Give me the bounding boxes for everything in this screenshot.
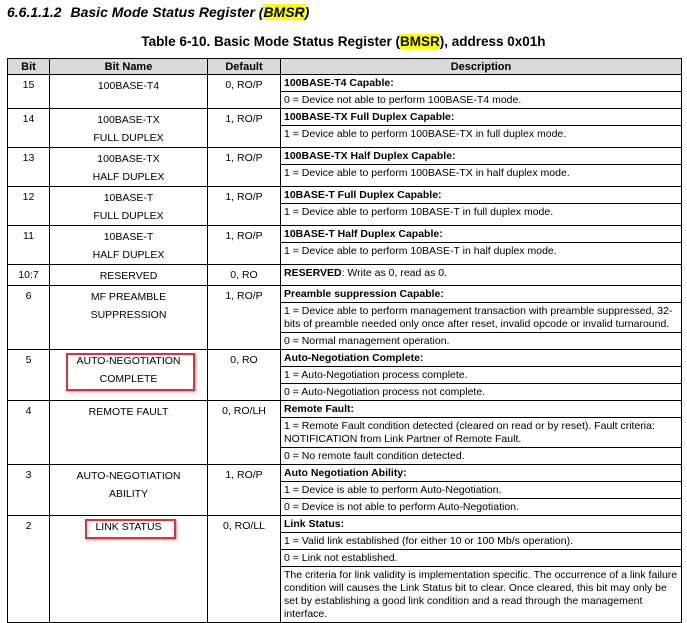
table-row (8, 350, 682, 401)
bit-cell: 3 (8, 465, 50, 516)
bit-name-cell (50, 401, 208, 465)
table-row (8, 75, 682, 109)
description-title: Auto-Negotiation Complete: (284, 352, 424, 364)
bit-name-text: 100BASE-TX (97, 114, 160, 126)
bit-cell: 12 (8, 187, 50, 226)
description-line (281, 126, 681, 142)
description-text: 1 = Device able to perform 100BASE-TX in full duplex mode. (284, 128, 567, 140)
default-cell: 0, RO/LL (208, 516, 281, 623)
description-line (281, 465, 681, 482)
description-cell (281, 148, 682, 187)
description-line (281, 482, 681, 499)
bit-name-cell (50, 516, 208, 623)
header-bit: Bit (8, 59, 50, 75)
description-line (281, 367, 681, 384)
table-row (8, 226, 682, 265)
description-title: Auto Negotiation Ability: (284, 467, 407, 479)
table-row (8, 109, 682, 148)
bit-cell: 11 (8, 226, 50, 265)
description-text: 1 = Auto-Negotiation process complete. (284, 369, 468, 381)
bit-name-text: LINK STATUS (95, 521, 162, 533)
highlighted-term: BMSR (400, 34, 440, 49)
description-cell (281, 350, 682, 401)
description-line (281, 401, 681, 418)
bit-name-text: COMPLETE (99, 373, 158, 385)
register-table (7, 58, 682, 623)
description-line (281, 187, 681, 204)
bit-name-text: 10BASE-T (103, 192, 154, 204)
bit-name-cell (50, 187, 208, 226)
description-line (281, 243, 681, 259)
description-text: 0 = Device not able to perform 100BASE-T4 mode. (284, 94, 522, 106)
description-line (281, 567, 681, 622)
description-title: Remote Fault: (284, 403, 355, 415)
table-header-row (8, 59, 682, 75)
section-heading: 6.6.1.1.2 Basic Mode Status Register (BMSR) (7, 4, 310, 20)
bit-name-cell (50, 265, 208, 286)
description-line (281, 533, 681, 550)
bit-name-cell (50, 465, 208, 516)
bit-name-text: MF PREAMBLE (90, 291, 167, 303)
bit-name-text: FULL DUPLEX (93, 132, 164, 144)
description-text: 1 = Device able to perform management transaction with preamble suppressed, 32-bits of preamble needed only once after reset, invalid opcode or invalid turnaround. (284, 305, 673, 330)
bit-cell: 15 (8, 75, 50, 109)
description-line (281, 516, 681, 533)
description-text: 1 = Valid link established (for either 10 or 100 Mb/s operation). (284, 535, 574, 547)
default-cell: 0, RO (208, 265, 281, 286)
bit-name-cell (50, 350, 208, 401)
description-text: 0 = Link not established. (284, 552, 398, 564)
bit-name-text: HALF DUPLEX (92, 171, 165, 183)
description-text: 1 = Remote Fault condition detected (cleared on read or by reset). Fault criteria: NOTIFICATION from Link Partner of Remote Fault. (284, 420, 655, 445)
description-cell (281, 401, 682, 465)
description-text: 1 = Device able to perform 10BASE-T in full duplex mode. (284, 206, 554, 218)
description-text: 1 = Device is able to perform Auto-Negotiation. (284, 484, 502, 496)
table-row (8, 265, 682, 286)
default-cell: 1, RO/P (208, 286, 281, 350)
description-line (281, 418, 681, 448)
description-text: : Write as 0, read as 0. (341, 267, 448, 279)
description-line (281, 109, 681, 126)
default-cell: 0, RO (208, 350, 281, 401)
description-cell (281, 265, 682, 286)
description-line (281, 499, 681, 515)
description-cell (281, 75, 682, 109)
description-cell (281, 109, 682, 148)
table-row (8, 516, 682, 623)
description-cell (281, 187, 682, 226)
bit-name-text: 10BASE-T (103, 231, 154, 243)
description-cell (281, 226, 682, 265)
description-line (281, 148, 681, 165)
description-title: 100BASE-TX Full Duplex Capable: (284, 111, 455, 123)
default-cell: 1, RO/P (208, 148, 281, 187)
default-cell: 1, RO/P (208, 226, 281, 265)
table-row (8, 286, 682, 350)
description-line (281, 448, 681, 464)
table-row (8, 187, 682, 226)
bit-cell: 2 (8, 516, 50, 623)
description-title: Preamble suppression Capable: (284, 288, 444, 300)
header-default: Default (208, 59, 281, 75)
section-number: 6.6.1.1.2 (7, 4, 62, 20)
header-description: Description (281, 59, 682, 75)
bit-cell: 14 (8, 109, 50, 148)
bit-cell: 10:7 (8, 265, 50, 286)
bit-name-text: SUPPRESSION (90, 309, 167, 321)
bit-name-cell (50, 148, 208, 187)
description-title: 10BASE-T Full Duplex Capable: (284, 189, 442, 201)
bit-name-text: 100BASE-T4 (97, 80, 160, 92)
default-cell: 1, RO/P (208, 109, 281, 148)
table-title: Table 6-10. Basic Mode Status Register (BMSR), address 0x01h (141, 34, 546, 49)
default-cell: 0, RO/LH (208, 401, 281, 465)
description-cell (281, 286, 682, 350)
description-line (281, 286, 681, 303)
description-line (281, 350, 681, 367)
bit-name-cell (50, 286, 208, 350)
table-row (8, 465, 682, 516)
description-text: 0 = No remote fault condition detected. (284, 450, 465, 462)
description-line (281, 550, 681, 567)
bit-name-text: 100BASE-TX (97, 153, 160, 165)
bit-name-text: REMOTE FAULT (88, 406, 169, 418)
header-bit-name: Bit Name (50, 59, 208, 75)
description-cell (281, 516, 682, 623)
default-cell: 1, RO/P (208, 465, 281, 516)
description-title: Link Status: (284, 518, 345, 530)
default-cell: 0, RO/P (208, 75, 281, 109)
description-title: RESERVED (284, 267, 342, 279)
description-cell (281, 465, 682, 516)
bit-name-text: FULL DUPLEX (93, 210, 164, 222)
default-cell: 1, RO/P (208, 187, 281, 226)
bit-name-text: HALF DUPLEX (92, 249, 165, 261)
bit-name-text: RESERVED (99, 270, 158, 282)
description-title: 10BASE-T Half Duplex Capable: (284, 228, 443, 240)
table-row (8, 401, 682, 465)
highlighted-term: BMSR (263, 4, 305, 20)
description-line (281, 333, 681, 349)
bit-cell: 6 (8, 286, 50, 350)
bit-name-text: AUTO-NEGOTIATION (76, 355, 181, 367)
description-title: 100BASE-T4 Capable: (284, 77, 394, 89)
description-line (281, 75, 681, 92)
bit-name-text: ABILITY (108, 488, 149, 500)
description-line (281, 384, 681, 400)
bit-name-cell (50, 75, 208, 109)
description-text: 0 = Device is not able to perform Auto-Negotiation. (284, 501, 519, 513)
bit-name-cell (50, 109, 208, 148)
description-line (281, 226, 681, 243)
description-text: 0 = Auto-Negotiation process not complete. (284, 386, 486, 398)
description-line (281, 204, 681, 220)
description-text: 1 = Device able to perform 10BASE-T in half duplex mode. (284, 245, 557, 257)
description-text: 0 = Normal management operation. (284, 335, 450, 347)
description-line (281, 265, 681, 281)
description-line (281, 92, 681, 108)
description-line (281, 165, 681, 181)
bit-cell: 5 (8, 350, 50, 401)
bit-name-cell (50, 226, 208, 265)
description-line (281, 303, 681, 333)
description-text: The criteria for link validity is implementation specific. The occurrence of a link failure condition will causes the Link Status bit to clear. Once cleared, this bit may only be set by establishing a good link condition and a read through the management interface. (284, 569, 678, 620)
description-text: 1 = Device able to perform 100BASE-TX in half duplex mode. (284, 167, 570, 179)
bit-cell: 13 (8, 148, 50, 187)
bit-cell: 4 (8, 401, 50, 465)
table-row (8, 148, 682, 187)
bit-name-text: AUTO-NEGOTIATION (76, 470, 181, 482)
description-title: 100BASE-TX Half Duplex Capable: (284, 150, 456, 162)
